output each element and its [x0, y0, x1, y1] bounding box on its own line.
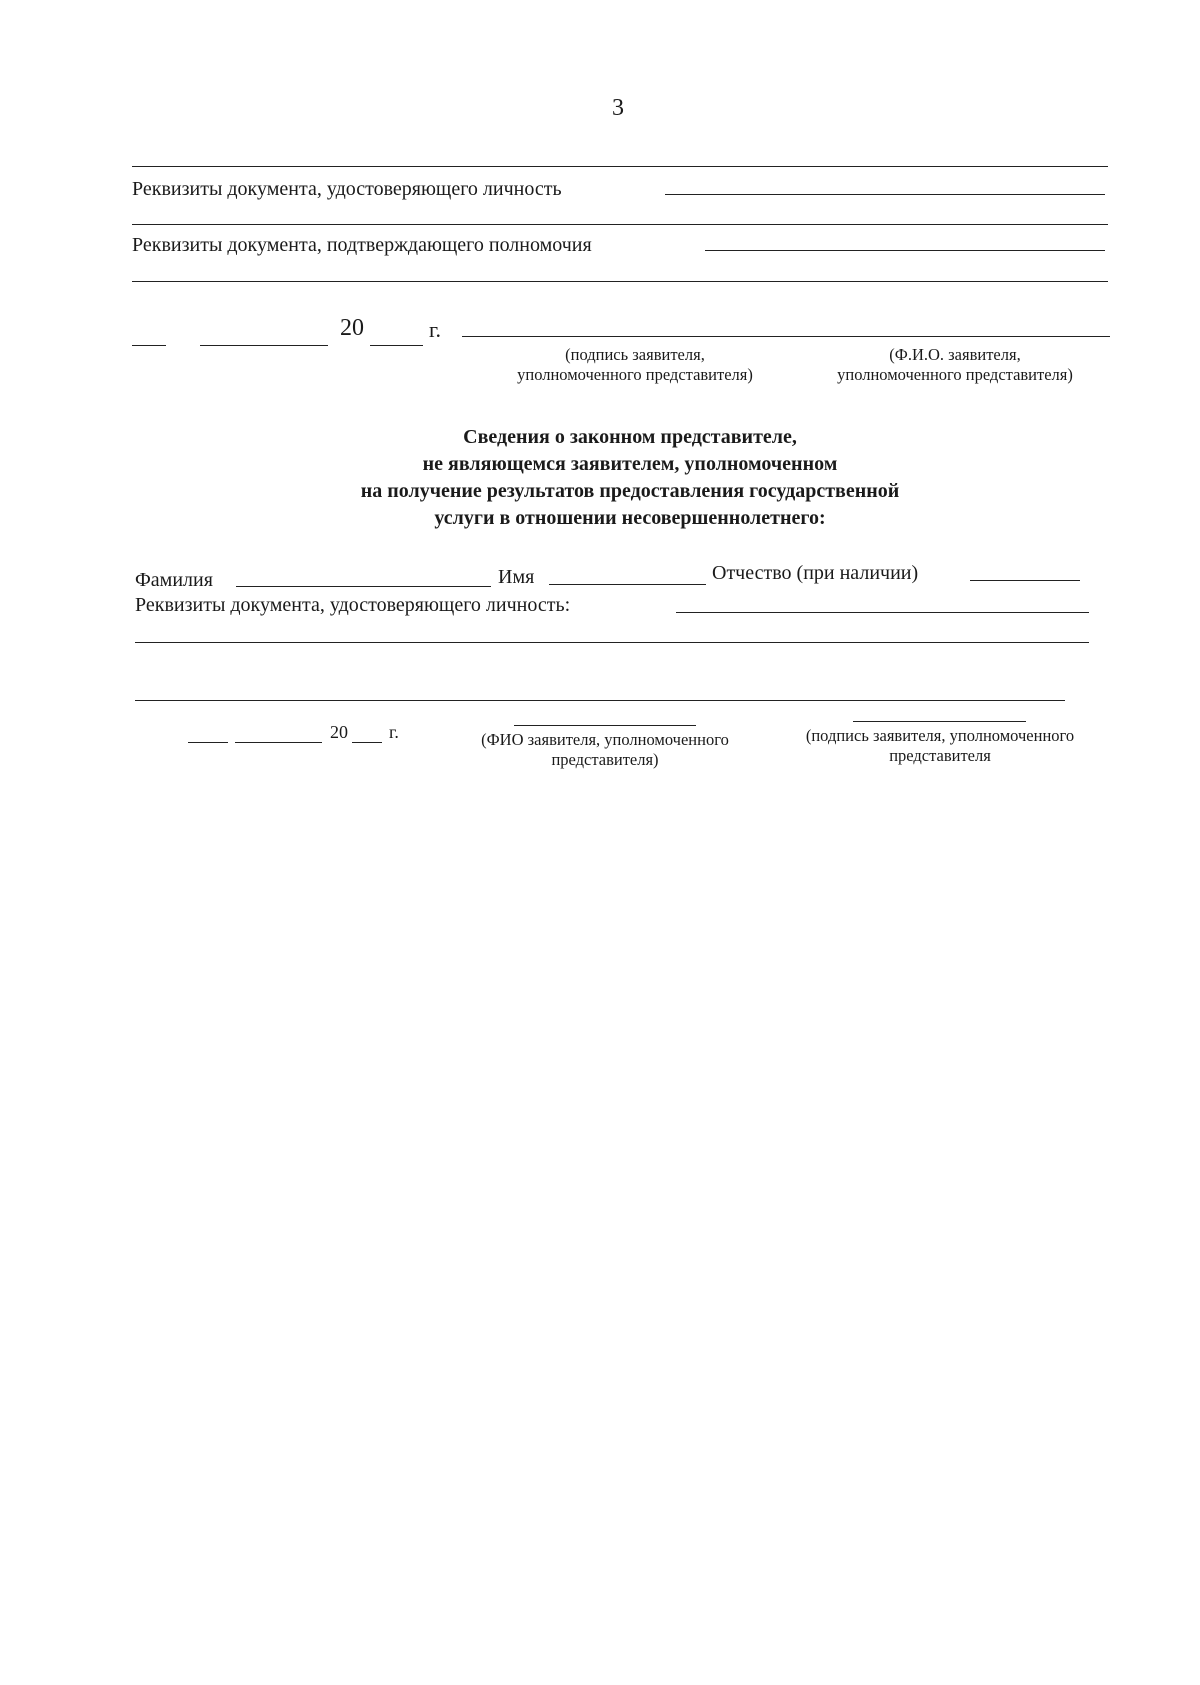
rep-date-year-field[interactable] — [352, 742, 382, 743]
authority-doc-label: Реквизиты документа, подтверждающего полномочия — [132, 234, 592, 256]
rep-signature-caption — [770, 726, 1110, 766]
surname-field[interactable] — [236, 586, 491, 587]
name-label: Имя — [498, 566, 535, 588]
signature-caption-line1: (подпись заявителя, — [565, 345, 705, 364]
date-year-field[interactable] — [370, 345, 423, 346]
fio-caption — [800, 345, 1110, 385]
identity-doc-label: Реквизиты документа, удостоверяющего личность — [132, 178, 562, 200]
signature-field[interactable] — [462, 336, 1110, 337]
rep-date-month-field[interactable] — [235, 742, 322, 743]
blank-line[interactable] — [132, 166, 1108, 167]
date-month-field[interactable] — [200, 345, 328, 346]
authority-doc-field[interactable] — [705, 250, 1105, 251]
signature-caption-line2: уполномоченного представителя) — [517, 365, 753, 384]
date-year-prefix: 20 — [340, 315, 364, 341]
signature-caption — [470, 345, 800, 385]
surname-label: Фамилия — [135, 569, 213, 591]
section-title-line2: не являющемся заявителем, уполномоченном — [422, 453, 838, 475]
rep-date-day-field[interactable] — [188, 742, 228, 743]
fio-caption-line1: (Ф.И.О. заявителя, — [889, 345, 1021, 364]
patronymic-label: Отчество (при наличии) — [712, 562, 919, 584]
rep-signature-caption-line1: (подпись заявителя, уполномоченного — [805, 726, 1075, 745]
section-title-line4: услуги в отношении несовершеннолетнего: — [434, 507, 826, 529]
page-number: 3 — [612, 95, 624, 121]
rep-fio-caption — [450, 730, 760, 770]
date-year-suffix: г. — [429, 317, 442, 342]
section-title-line1: Сведения о законном представителе, — [463, 426, 797, 448]
rep-date-year-prefix: 20 — [330, 722, 348, 742]
rep-identity-doc-label: Реквизиты документа, удостоверяющего личность: — [135, 594, 571, 616]
rep-fio-caption-line2: представителя) — [551, 750, 659, 769]
rep-signature-field[interactable] — [853, 721, 1026, 722]
rep-fio-field[interactable] — [514, 725, 696, 726]
rep-fio-caption-line1: (ФИО заявителя, уполномоченного — [481, 730, 729, 749]
blank-line[interactable] — [132, 281, 1108, 282]
section-title-line3: на получение результатов предоставления государственной — [360, 480, 900, 502]
blank-line[interactable] — [135, 642, 1089, 643]
rep-date-year-suffix: г. — [389, 722, 399, 742]
rep-signature-caption-line2: представителя — [889, 746, 991, 765]
name-field[interactable] — [549, 584, 706, 585]
blank-line[interactable] — [132, 224, 1108, 225]
rep-identity-doc-field[interactable] — [676, 612, 1089, 613]
identity-doc-field[interactable] — [665, 194, 1105, 195]
fio-caption-line2: уполномоченного представителя) — [837, 365, 1073, 384]
patronymic-field[interactable] — [970, 580, 1080, 581]
blank-line[interactable] — [135, 700, 1065, 701]
date-day-field[interactable] — [132, 345, 166, 346]
